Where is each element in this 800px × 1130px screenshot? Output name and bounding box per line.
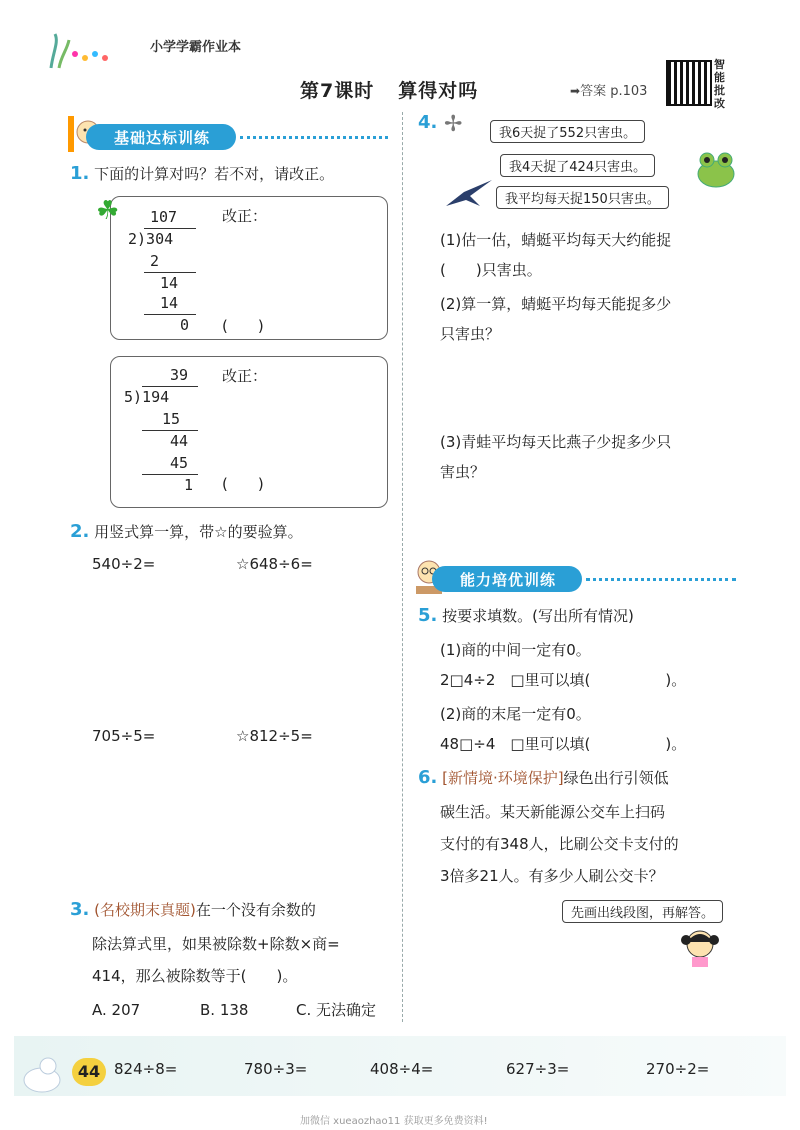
option-a[interactable]: A. 207 [92,1001,141,1019]
lesson-title: 算得对吗 [398,80,479,102]
correct-label: 改正： [222,367,268,385]
speech-bubble-frog: 我4天捉了424只害虫。 [500,154,655,177]
qr-label [714,58,728,110]
question-part: (1)估一估，蜻蜓平均每天大约能捉 [440,231,672,249]
section-banner-advanced: 能力培优训练 [432,566,582,592]
section-banner-basic: 基础达标训练 [86,124,236,150]
question-part[interactable]: 48□÷4 □里可以填( )。 [440,735,687,753]
rule-line [144,314,196,315]
step-line: 15 [162,410,181,428]
question-tag: (名校期末真题) [94,901,196,919]
question-2 [70,518,303,546]
question-number: 2. [70,521,90,542]
question-6 [418,764,758,792]
answer-paren[interactable]: ( ) [222,317,264,335]
question-number: 1. [70,163,90,184]
step-line: 14 [160,294,179,312]
swallow-icon [444,176,494,212]
dragonfly-icon: ✢ [444,112,463,137]
quotient: 107 [150,208,178,226]
step-line: 45 [170,454,189,472]
question-part: ( )只害虫。 [440,261,542,279]
exercise-item: 540÷2= [92,555,156,573]
section-dots [240,136,388,139]
question-number: 6. [418,767,438,788]
question-text: 碳生活。某天新能源公交车上扫码 [440,803,666,821]
question-part: (2)商的末尾一定有0。 [440,705,591,723]
answer-ref-text: 答案 p.103 [580,84,648,99]
question-5 [418,602,634,630]
question-part[interactable]: 2□4÷2 □里可以填( )。 [440,671,687,689]
rule-line [142,474,198,475]
section-dots [586,578,736,581]
series-title: 小学学霸作业本 [150,40,242,55]
option-c[interactable]: C. 无法确定 [296,1001,377,1019]
lesson-number: 第7课时 [300,80,375,102]
question-part: 害虫？ [440,463,486,481]
answer-paren[interactable]: ( ) [222,475,264,493]
question-number: 3. [70,899,90,920]
question-text: 414，那么被除数等于( )。 [92,967,298,985]
exercise-item: ☆812÷5= [236,727,313,745]
clover-icon: ☘ [96,196,120,226]
question-part: (3)青蛙平均每天比燕子少捉多少只 [440,433,672,451]
dividend-line: 5)194 [124,388,170,406]
option-b[interactable]: B. 138 [200,1001,249,1019]
qr-label-char: 改 [714,97,725,110]
bird-icon [20,1050,64,1094]
exercise-item: ☆648÷6= [236,555,313,573]
answer-reference [570,80,647,99]
mental-math-item: 824÷8= [114,1060,178,1078]
question-3 [70,896,400,924]
column-divider [402,112,403,1022]
step-line: 44 [170,432,189,450]
question-text: 下面的计算对吗？若不对，请改正。 [94,165,335,183]
footer-watermark: 加微信 xueaozhao11 获取更多免费资料! [300,1116,488,1127]
question-number: 4. [418,112,438,133]
dividend-line: 2)304 [128,230,174,248]
qr-code[interactable] [666,60,712,106]
question-number: 5. [418,605,438,626]
question-text: 用竖式算一算，带☆的要验算。 [94,523,303,541]
question-text: 3倍多21人。有多少人刷公交卡？ [440,867,664,885]
mental-math-item: 780÷3= [244,1060,308,1078]
qr-label-char: 智 [714,58,725,71]
hint-bubble: 先画出线段图，再解答。 [562,900,723,923]
step-line: 14 [160,274,179,292]
arrow-right-icon: ➡ [570,84,581,98]
rule-line [142,430,198,431]
speech-bubble-dragonfly: 我6天捉了552只害虫。 [490,120,645,143]
question-text: 在一个没有余数的 [195,901,316,919]
question-text: 绿色出行引领低 [563,769,669,787]
question-text: 支付的有348人，比刷公交卡支付的 [440,835,679,853]
question-part: (1)商的中间一定有0。 [440,641,591,659]
step-line: 2 [150,252,160,270]
speech-bubble-swallow: 我平均每天捉150只害虫。 [496,186,669,209]
qr-label-char: 能 [714,71,725,84]
page-title [300,76,478,103]
mental-math-item: 408÷4= [370,1060,434,1078]
question-text: 除法算式里，如果被除数+除数×商= [92,935,340,953]
mental-math-item: 627÷3= [506,1060,570,1078]
quotient: 39 [170,366,189,384]
series-logo [45,32,135,72]
frog-icon [694,148,738,188]
exercise-item: 705÷5= [92,727,156,745]
page-number: 44 [72,1058,106,1086]
girl-icon [680,924,720,968]
question-part: 只害虫？ [440,325,501,343]
mental-math-item: 270÷2= [646,1060,710,1078]
remainder: 1 [184,476,194,494]
division-bar [142,386,198,387]
division-bar [144,228,196,229]
question-tag: [新情境·环境保护] [442,769,564,787]
question-1 [70,160,334,188]
correct-label: 改正： [222,207,268,225]
remainder: 0 [180,316,190,334]
question-part: (2)算一算，蜻蜓平均每天能捉多少 [440,295,672,313]
question-text: 按要求填数。(写出所有情况) [442,607,634,625]
rule-line [144,272,196,273]
qr-label-char: 批 [714,84,725,97]
